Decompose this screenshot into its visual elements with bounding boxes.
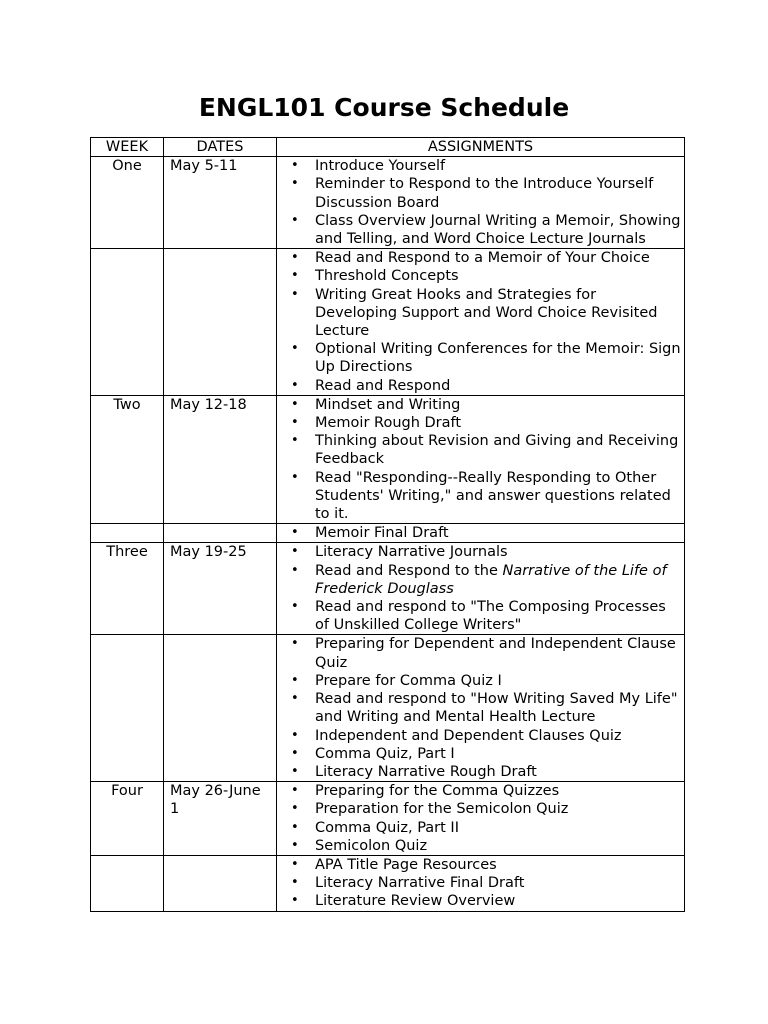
assignments-cell <box>277 782 685 856</box>
dates-cell <box>164 635 277 782</box>
schedule-row <box>91 395 685 523</box>
schedule-row <box>91 524 685 543</box>
assignment-item: • Introduce Yourself <box>277 157 682 175</box>
dates-header: DATES <box>164 138 277 157</box>
week-cell: One <box>91 157 164 249</box>
assignments-cell <box>277 395 685 523</box>
assignment-item: • Threshold Concepts <box>277 267 682 285</box>
assignment-list <box>277 635 684 781</box>
schedule-row <box>91 543 685 635</box>
assignment-item: • Preparation for the Semicolon Quiz <box>277 800 682 818</box>
assignment-list <box>277 396 684 523</box>
schedule-row <box>91 635 685 782</box>
assignment-item: • APA Title Page Resources <box>277 856 682 874</box>
header-row <box>91 138 685 157</box>
schedule-row <box>91 782 685 856</box>
assignment-text: Read and Respond to the <box>315 562 503 579</box>
schedule-row <box>91 157 685 249</box>
book-title: Narrative of the Life of Frederick Douglass <box>315 562 667 597</box>
assignments-cell <box>277 249 685 396</box>
assignment-item: • Comma Quiz, Part I <box>277 745 682 763</box>
assignment-list <box>277 782 684 855</box>
assignment-item: • Memoir Final Draft <box>277 524 682 542</box>
assignment-item: • Literacy Narrative Rough Draft <box>277 763 682 781</box>
assignment-item: • Comma Quiz, Part II <box>277 819 682 837</box>
dates-cell <box>164 855 277 911</box>
assignments-cell <box>277 855 685 911</box>
week-cell <box>91 635 164 782</box>
assignments-cell <box>277 635 685 782</box>
assignments-header: ASSIGNMENTS <box>277 138 685 157</box>
document-title: ENGL101 Course Schedule <box>198 93 570 122</box>
assignment-item: • Mindset and Writing <box>277 396 682 414</box>
assignment-item: • Literacy Narrative Journals <box>277 543 682 561</box>
assignment-item: • Semicolon Quiz <box>277 837 682 855</box>
week-cell <box>91 524 164 543</box>
assignment-list <box>277 543 684 634</box>
week-cell: Three <box>91 543 164 635</box>
assignment-item: • Preparing for Dependent and Independent Clause Quiz <box>277 635 682 671</box>
assignment-item: • Thinking about Revision and Giving and Receiving Feedback <box>277 432 682 468</box>
dates-cell: May 26-June 1 <box>164 782 277 856</box>
dates-cell: May 12-18 <box>164 395 277 523</box>
schedule-table <box>90 137 685 912</box>
assignment-list <box>277 157 684 248</box>
week-cell <box>91 249 164 396</box>
assignment-item: • Reminder to Respond to the Introduce Yourself Discussion Board <box>277 175 682 211</box>
assignment-list <box>277 249 684 395</box>
assignment-item <box>277 562 682 598</box>
assignment-item: • Literature Review Overview <box>277 892 682 910</box>
assignment-item: • Read and respond to "How Writing Saved My Life" and Writing and Mental Health Lecture <box>277 690 682 726</box>
dates-cell: May 19-25 <box>164 543 277 635</box>
assignment-item: • Memoir Rough Draft <box>277 414 682 432</box>
assignment-item: • Preparing for the Comma Quizzes <box>277 782 682 800</box>
dates-cell: May 5-11 <box>164 157 277 249</box>
dates-cell <box>164 524 277 543</box>
assignment-item: • Literacy Narrative Final Draft <box>277 874 682 892</box>
assignments-cell <box>277 157 685 249</box>
week-cell: Four <box>91 782 164 856</box>
assignment-list <box>277 524 684 542</box>
assignment-item: • Independent and Dependent Clauses Quiz <box>277 727 682 745</box>
assignments-cell <box>277 524 685 543</box>
assignment-item: • Writing Great Hooks and Strategies for Developing Support and Word Choice Revisited Lecture <box>277 286 682 341</box>
week-header: WEEK <box>91 138 164 157</box>
schedule-row <box>91 249 685 396</box>
assignment-item: • Prepare for Comma Quiz I <box>277 672 682 690</box>
assignment-item: • Class Overview Journal Writing a Memoir, Showing and Telling, and Word Choice Lecture Journals <box>277 212 682 248</box>
assignment-item: • Read and Respond to a Memoir of Your Choice <box>277 249 682 267</box>
schedule-row <box>91 855 685 911</box>
assignment-list <box>277 856 684 911</box>
dates-cell <box>164 249 277 396</box>
assignment-item: • Read and respond to "The Composing Processes of Unskilled College Writers" <box>277 598 682 634</box>
assignment-item: • Read and Respond <box>277 377 682 395</box>
week-cell: Two <box>91 395 164 523</box>
week-cell <box>91 855 164 911</box>
assignment-item: • Optional Writing Conferences for the Memoir: Sign Up Directions <box>277 340 682 376</box>
assignments-cell <box>277 543 685 635</box>
assignment-item: • Read "Responding--Really Responding to Other Students' Writing," and answer questions related to it. <box>277 469 682 524</box>
